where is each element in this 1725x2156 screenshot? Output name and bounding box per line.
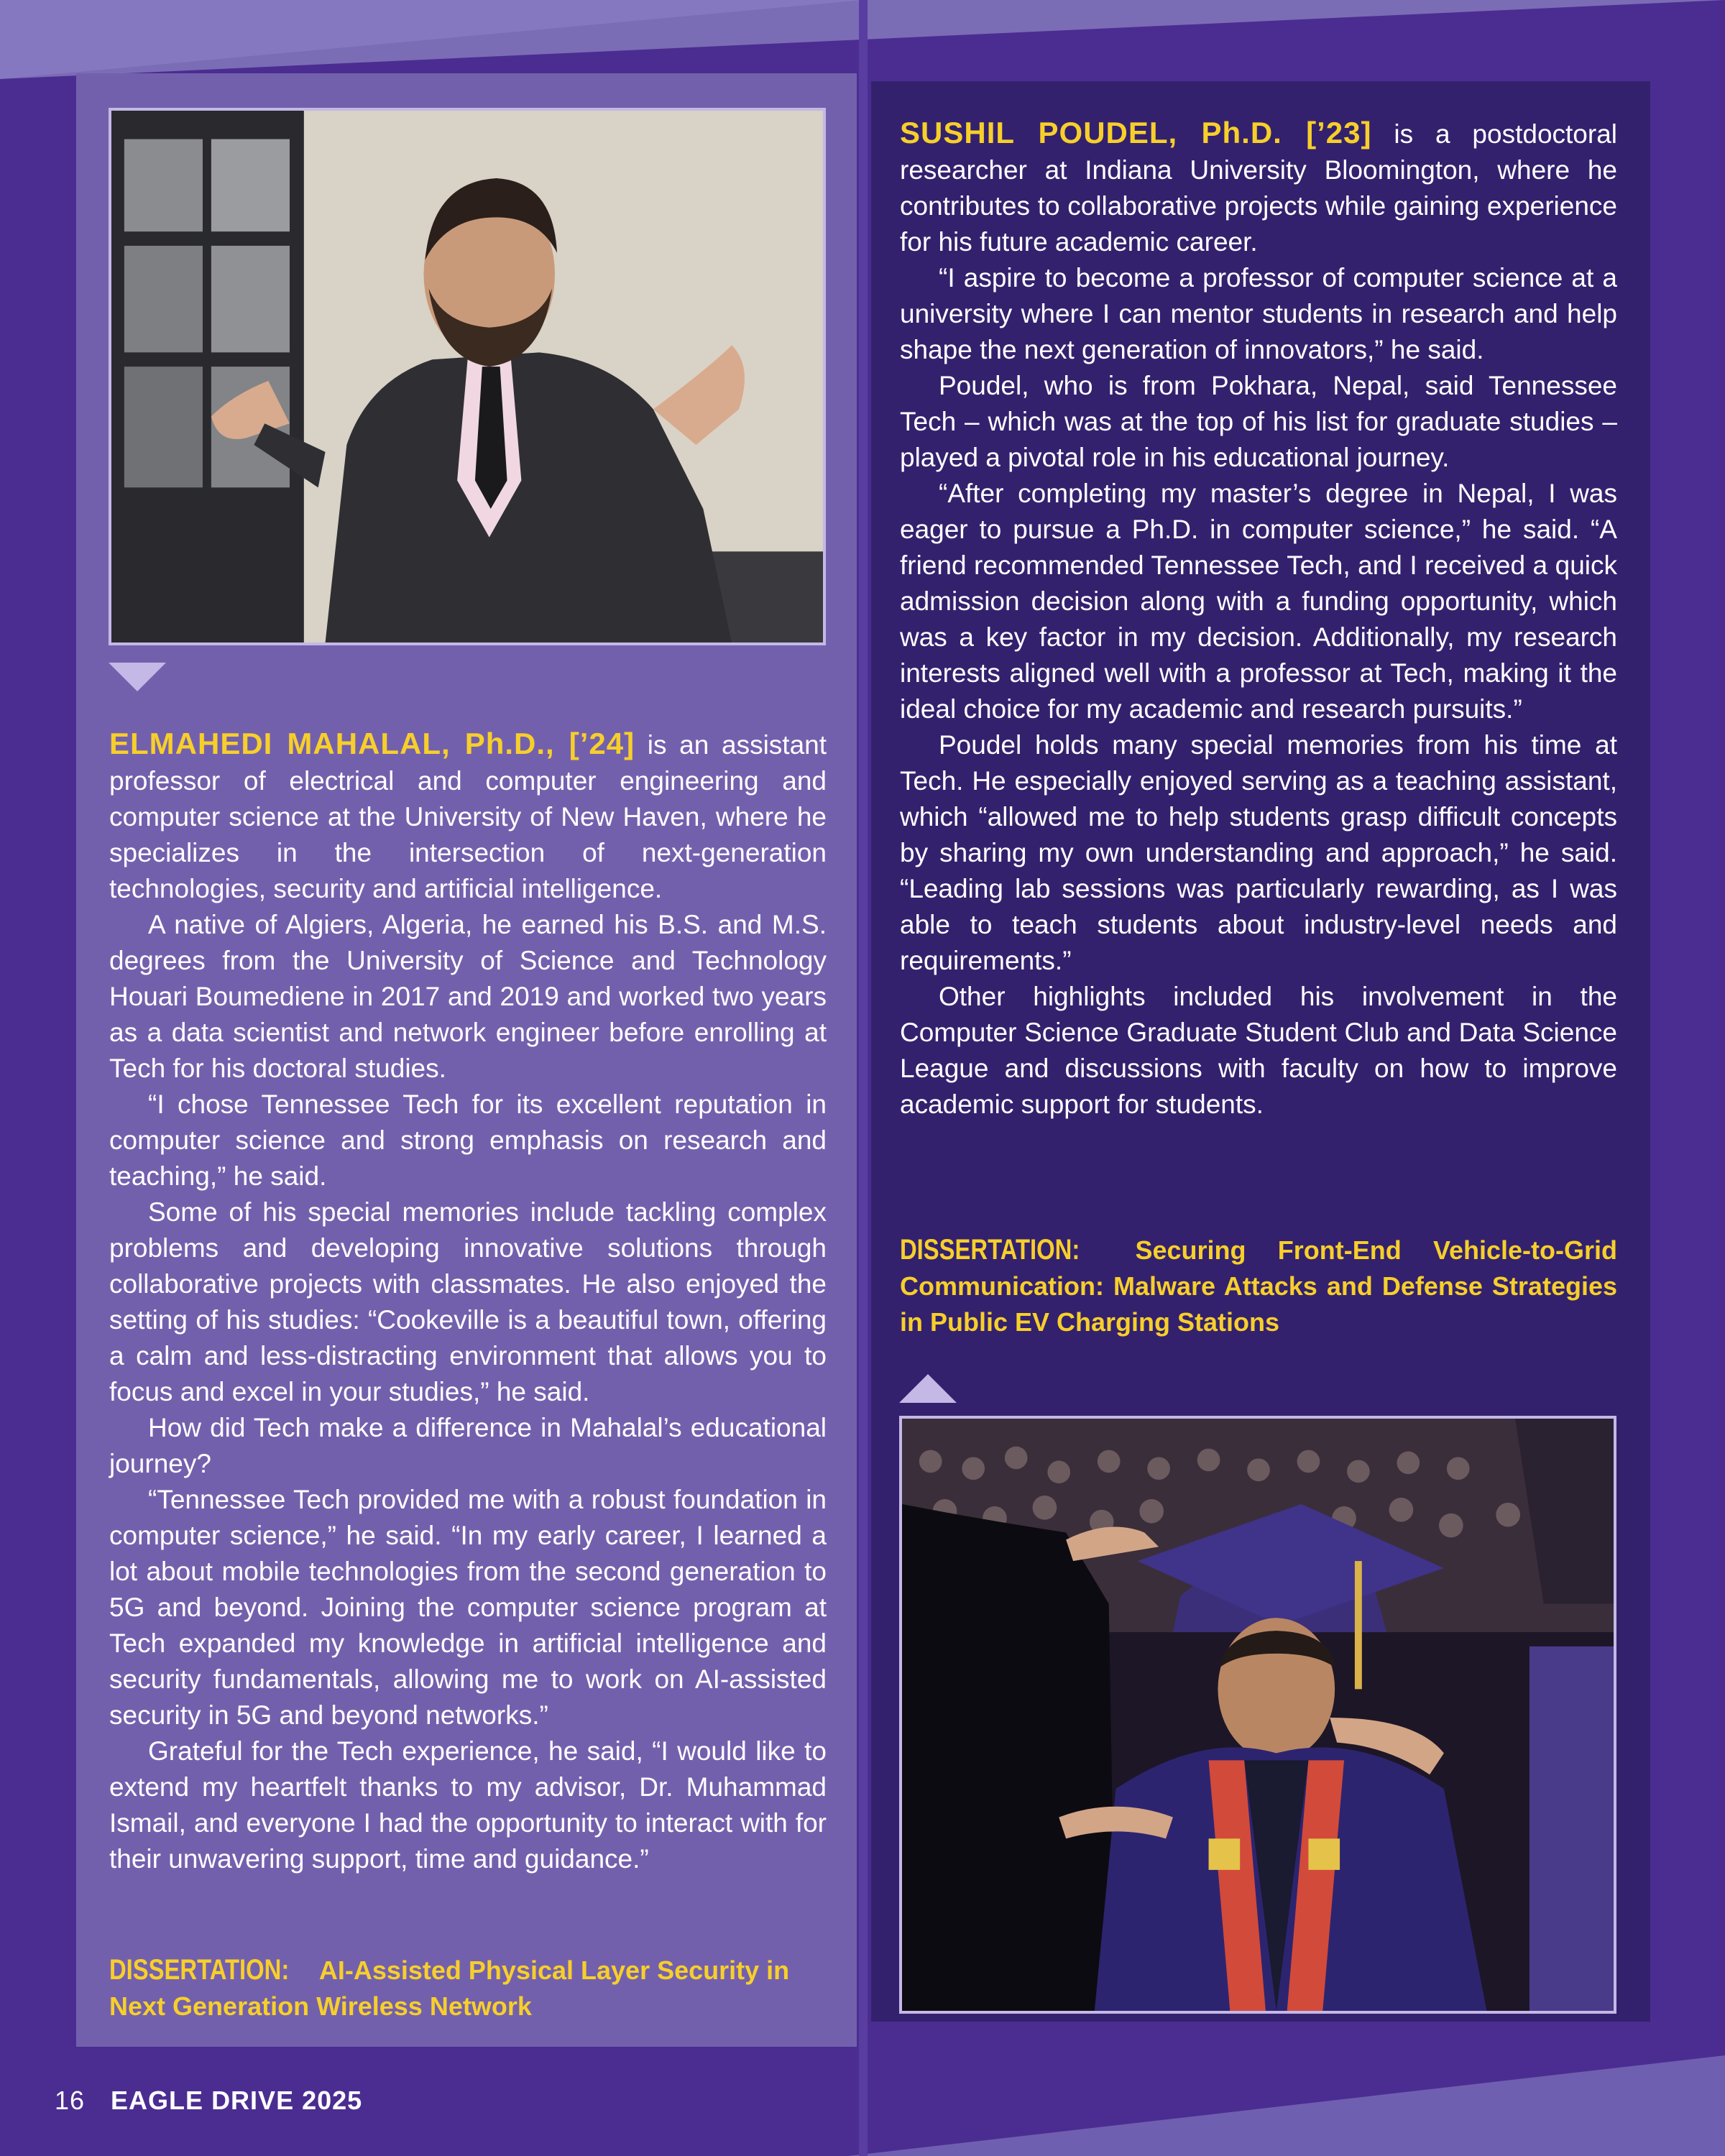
dissertation-label: DISSERTATION: — [109, 1954, 290, 1986]
page-footer — [55, 2086, 362, 2116]
poudel-graduation-photo — [899, 1416, 1616, 2014]
poudel-name: SUSHIL POUDEL, Ph.D. [’23] — [900, 116, 1372, 149]
poudel-paragraph: “After completing my master’s degree in Nepal, I was eager to pursue a Ph.D. in computer science,” he said. “A friend recommended Tennessee Tech, and I received a quick admission decision along with a funding opportunity, which was a key factor in my decision. Additionally, my research interests aligned well with a professor at Tech, making it the ideal choice for my academic and research pursuits.” — [900, 479, 1617, 724]
mahalal-paragraph: How did Tech make a difference in Mahalal’s educational journey? — [109, 1413, 827, 1478]
mahalal-paragraph: Grateful for the Tech experience, he said, “I would like to extend my heartfelt thanks to my advisor, Dr. Muhammad Ismail, and everyone I had the opportunity to interact with for their unwavering support, time and guidance.” — [109, 1736, 827, 1874]
dissertation-label: DISSERTATION: — [900, 1234, 1080, 1266]
mahalal-paragraph: “I chose Tennessee Tech for its excellent reputation in computer science and strong emphasis on research and teaching,” he said. — [109, 1089, 827, 1191]
page-number: 16 — [55, 2086, 86, 2115]
poudel-paragraph: “I aspire to become a professor of computer science at a university where I can mentor students in research and help shape the next generation of innovators,” he said. — [900, 263, 1617, 364]
mahalal-paragraph: Some of his special memories include tackling complex problems and developing innovative solutions through collaborative projects with classmates. He also enjoyed the setting of his studies: “Cookeville is a beautiful town, offering a calm and less-distracting environment that allows you to focus and excel in your studies,” he said. — [109, 1197, 827, 1406]
triangle-up-icon — [899, 1374, 957, 1403]
mahalal-photo — [109, 108, 826, 645]
mahalal-lead-paragraph — [109, 726, 827, 907]
mahalal-article — [109, 726, 827, 1877]
triangle-down-icon — [109, 663, 166, 691]
mahalal-dissertation — [109, 1952, 827, 2024]
poudel-article — [900, 115, 1617, 1123]
poudel-paragraph: Poudel, who is from Pokhara, Nepal, said Tennessee Tech – which was at the top of his list for graduate studies – played a pivotal role in his educational journey. — [900, 371, 1617, 472]
mahalal-lead-text: is an assistant professor of electrical and computer engineering and computer science at the University of New Haven, where he specializes in the intersection of next-generation technologies, security and artificial intelligence. — [109, 730, 827, 903]
mahalal-name: ELMAHEDI MAHALAL, Ph.D., [’24] — [109, 727, 635, 760]
poudel-paragraph: Other highlights included his involvement in the Computer Science Graduate Student Club and Data Science League and discussions with faculty on how to improve academic support for students. — [900, 982, 1617, 1119]
dissertation-title: AI-Assisted Physical Layer Security in Next Generation Wireless Network — [109, 1955, 790, 2021]
poudel-dissertation — [900, 1232, 1617, 1340]
mahalal-paragraph: “Tennessee Tech provided me with a robust foundation in computer science,” he said. “In my early career, I learned a lot about mobile technologies from the second generation to 5G and beyond. Joining the computer science program at Tech expanded my knowledge in artificial intelligence and security fundamentals, allowing me to work on AI-assisted security in 5G and beyond networks.” — [109, 1485, 827, 1730]
mahalal-paragraph: A native of Algiers, Algeria, he earned his B.S. and M.S. degrees from the University of Science and Technology Houari Boumediene in 2017 and 2019 and worked two years as a data scientist and network engineer before enrolling at Tech for his doctoral studies. — [109, 910, 827, 1083]
poudel-lead-text: is a postdoctoral researcher at Indiana University Bloomington, where he contributes to collaborative projects while gaining experience for his future academic career. — [900, 119, 1617, 257]
poudel-paragraph: Poudel holds many special memories from his time at Tech. He especially enjoyed serving as a teaching assistant, which “allowed me to help students grasp difficult concepts by sharing my own understanding and approach,” he said. “Leading lab sessions was particularly rewarding, as I was able to teach students about industry-level needs and requirements.” — [900, 730, 1617, 975]
poudel-lead-paragraph — [900, 115, 1617, 260]
dissertation-title: Securing Front-End Vehicle-to-Grid Communication: Malware Attacks and Defense Strategies in Public EV Charging Stations — [900, 1235, 1617, 1337]
publication-name: EAGLE DRIVE 2025 — [111, 2086, 363, 2115]
